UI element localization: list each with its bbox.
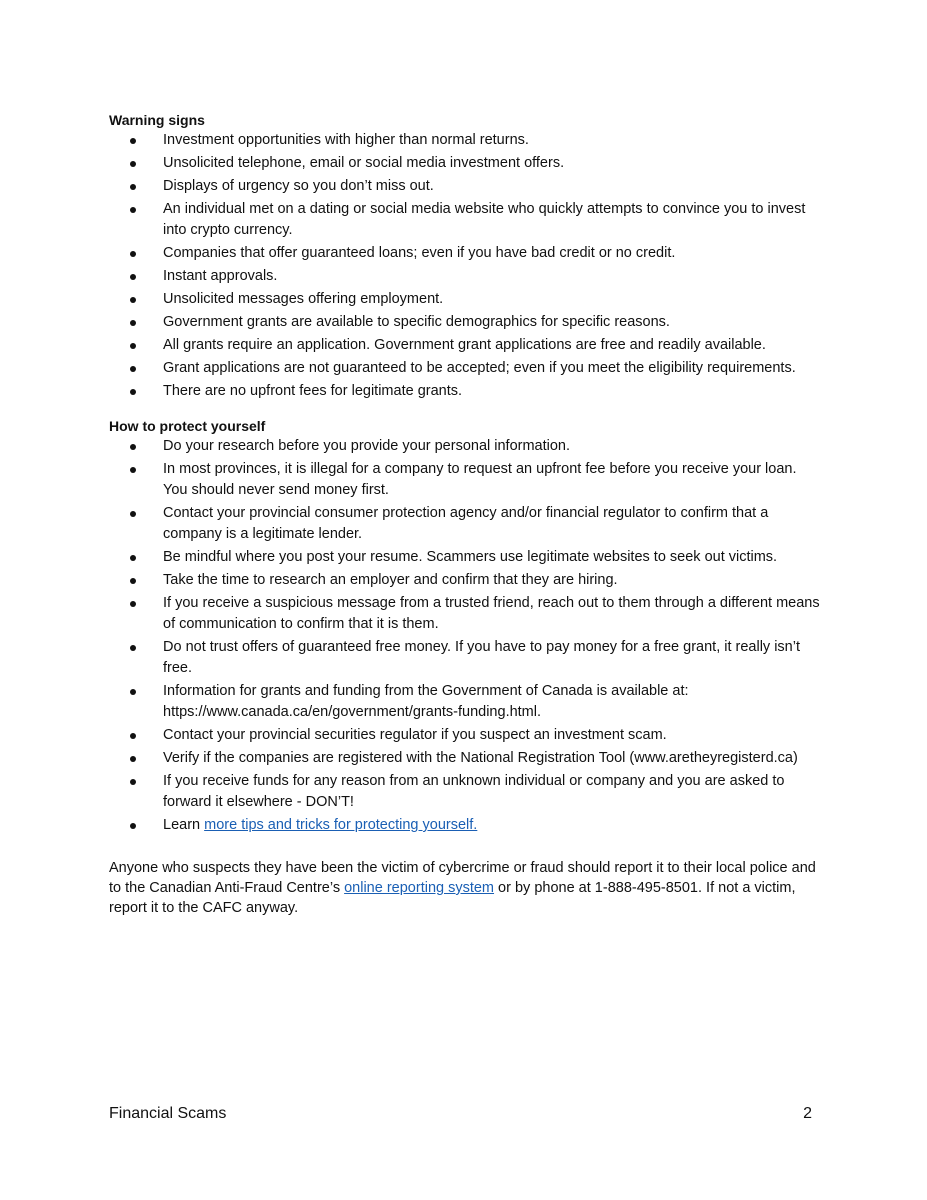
bullet-icon	[130, 511, 136, 517]
list-item-text: Take the time to research an employer and confirm that they are hiring.	[163, 572, 618, 588]
bullet-icon	[130, 601, 136, 607]
section-spacer	[109, 838, 821, 858]
list-item	[109, 570, 821, 591]
list-item-text: Do not trust offers of guaranteed free money. If you have to pay money for a free grant, it really isn’t free.	[163, 639, 800, 676]
bullet-icon	[130, 389, 136, 395]
bullet-icon	[130, 733, 136, 739]
list-item-text: If you receive funds for any reason from an unknown individual or company and you are asked to forward it elsewhere - DON’T!	[163, 773, 785, 810]
bullet-icon	[130, 555, 136, 561]
protection-tips-link[interactable]: more tips and tricks for protecting yourself.	[204, 817, 478, 833]
list-item	[109, 436, 821, 457]
bullet-icon	[130, 207, 136, 213]
list-item-text: Companies that offer guaranteed loans; even if you have bad credit or no credit.	[163, 245, 676, 261]
list-item-text: Grant applications are not guaranteed to be accepted; even if you meet the eligibility requirements.	[163, 360, 796, 376]
list-item	[109, 637, 821, 679]
list-item-text: Information for grants and funding from the Government of Canada is available at: https://www.canada.ca/en/government/grants-funding.html.	[163, 683, 689, 720]
reporting-text-end: or by phone at 1-888-495-8501. If not a victim, report it to the CAFC anyway.	[109, 880, 796, 916]
bullet-icon	[130, 274, 136, 280]
list-item-text: An individual met on a dating or social media website who quickly attempts to convince you to invest into crypto currency.	[163, 201, 806, 238]
bullet-icon	[130, 184, 136, 190]
bullet-icon	[130, 251, 136, 257]
list-item-text: Verify if the companies are registered with the National Registration Tool (www.aretheyregisterd.ca)	[163, 750, 798, 766]
list-item	[109, 503, 821, 545]
footer-title: Financial Scams	[109, 1105, 227, 1122]
bullet-icon	[130, 366, 136, 372]
bullet-icon	[130, 320, 136, 326]
list-item	[109, 243, 821, 264]
list-item	[109, 266, 821, 287]
list-item-text: Do your research before you provide your personal information.	[163, 438, 571, 454]
list-item	[109, 771, 821, 813]
list-item	[109, 312, 821, 333]
list-item	[109, 358, 821, 379]
bullet-icon	[130, 578, 136, 584]
list-item	[109, 459, 821, 501]
bullet-icon	[130, 161, 136, 167]
warning-signs-list	[109, 130, 821, 402]
list-item-text: Displays of urgency so you don’t miss out.	[163, 178, 434, 194]
reporting-paragraph	[109, 858, 821, 918]
reporting-text-start: Anyone who suspects they have been the victim of cybercrime or fraud should report it to their local police and to the Canadian Anti-Fraud Centre’s	[109, 860, 816, 896]
online-reporting-link[interactable]: online reporting system	[344, 880, 495, 896]
bullet-icon	[130, 138, 136, 144]
list-item	[109, 130, 821, 151]
section-spacer	[109, 404, 821, 416]
page-number: 2	[803, 1105, 812, 1122]
list-item	[109, 153, 821, 174]
warning-signs-heading: Warning signs	[109, 112, 205, 128]
list-item-text: There are no upfront fees for legitimate grants.	[163, 383, 463, 399]
list-item-text: If you receive a suspicious message from a trusted friend, reach out to them through a different means of communication to confirm that it is them.	[163, 595, 820, 632]
list-item-text: Investment opportunities with higher than normal returns.	[163, 132, 529, 148]
page-content	[109, 110, 821, 918]
list-item-text: Be mindful where you post your resume. Scammers use legitimate websites to seek out victims.	[163, 549, 778, 565]
list-item	[109, 681, 821, 723]
learn-prefix-text: Learn	[163, 817, 205, 833]
bullet-icon	[130, 467, 136, 473]
list-item-text: In most provinces, it is illegal for a company to request an upfront fee before you receive your loan. You should never send money first.	[163, 461, 797, 498]
list-item	[109, 381, 821, 402]
list-item	[109, 176, 821, 197]
list-item	[109, 547, 821, 568]
list-item	[109, 199, 821, 241]
bullet-icon	[130, 444, 136, 450]
bullet-icon	[130, 823, 136, 829]
list-item	[109, 289, 821, 310]
list-item-text: Unsolicited messages offering employment.	[163, 291, 444, 307]
list-item	[109, 725, 821, 746]
bullet-icon	[130, 645, 136, 651]
list-item	[109, 335, 821, 356]
list-item-text: All grants require an application. Government grant applications are free and readily available.	[163, 337, 766, 353]
list-item	[109, 748, 821, 769]
list-item-text: Contact your provincial consumer protection agency and/or financial regulator to confirm that a company is a legitimate lender.	[163, 505, 769, 542]
bullet-icon	[130, 756, 136, 762]
list-item-text: Instant approvals.	[163, 268, 278, 284]
list-item-text: Contact your provincial securities regulator if you suspect an investment scam.	[163, 727, 667, 743]
bullet-icon	[130, 779, 136, 785]
protect-yourself-list	[109, 436, 821, 836]
protect-yourself-heading: How to protect yourself	[109, 418, 266, 434]
list-item-text: Unsolicited telephone, email or social media investment offers.	[163, 155, 565, 171]
bullet-icon	[130, 689, 136, 695]
bullet-icon	[130, 343, 136, 349]
bullet-icon	[130, 297, 136, 303]
list-item-text: Government grants are available to specific demographics for specific reasons.	[163, 314, 670, 330]
list-item	[109, 593, 821, 635]
list-item	[109, 815, 821, 836]
